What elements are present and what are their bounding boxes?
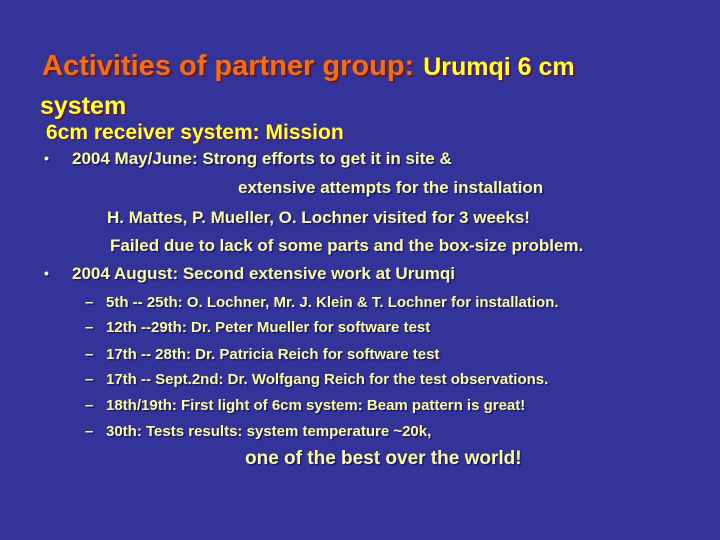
slide-title-suffix: Urumqi 6 cm (423, 53, 575, 81)
sub-bullet-item (85, 397, 525, 414)
continuation-line-visitors: H. Mattes, P. Mueller, O. Lochner visited for 3 weeks! (107, 208, 530, 227)
continuation-line-extensive: extensive attempts for the installation (238, 178, 544, 197)
sub-bullet-text: 30th: Tests results: system temperature ~20k, (106, 423, 432, 440)
dash-marker: – (85, 371, 94, 388)
closing-statement: one of the best over the world! (245, 448, 522, 469)
dash-marker: – (85, 319, 94, 336)
bullet-item (44, 149, 452, 169)
dash-marker: – (85, 397, 94, 414)
sub-bullet-text: 17th -- Sept.2nd: Dr. Wolfgang Reich for the test observations. (106, 371, 549, 388)
slide-title-line2: system (40, 92, 127, 120)
dash-marker: – (85, 346, 94, 363)
slide-title (42, 50, 575, 83)
bullet-text: 2004 August: Second extensive work at Urumqi (72, 264, 455, 283)
sub-bullet-item (85, 371, 548, 388)
sub-bullet-text: 17th -- 28th: Dr. Patricia Reich for software test (106, 346, 440, 363)
dash-marker: – (85, 294, 94, 311)
bullet-text: 2004 May/June: Strong efforts to get it in site & (72, 149, 452, 168)
slide-title-main: Activities of partner group: (42, 50, 415, 82)
bullet-marker: • (44, 150, 49, 166)
sub-bullet-text: 12th --29th: Dr. Peter Mueller for software test (106, 319, 431, 336)
bullet-marker: • (44, 265, 49, 281)
sub-bullet-text: 5th -- 25th: O. Lochner, Mr. J. Klein & T. Lochner for installation. (106, 294, 559, 311)
sub-bullet-item (85, 319, 430, 336)
sub-bullet-item (85, 294, 559, 311)
sub-bullet-text: 18th/19th: First light of 6cm system: Beam pattern is great! (106, 397, 526, 414)
bullet-item (44, 264, 455, 284)
slide-subtitle: 6cm receiver system: Mission (46, 121, 344, 144)
dash-marker: – (85, 423, 94, 440)
sub-bullet-item (85, 346, 439, 363)
continuation-line-failed: Failed due to lack of some parts and the box-size problem. (110, 236, 584, 255)
sub-bullet-item (85, 423, 431, 440)
